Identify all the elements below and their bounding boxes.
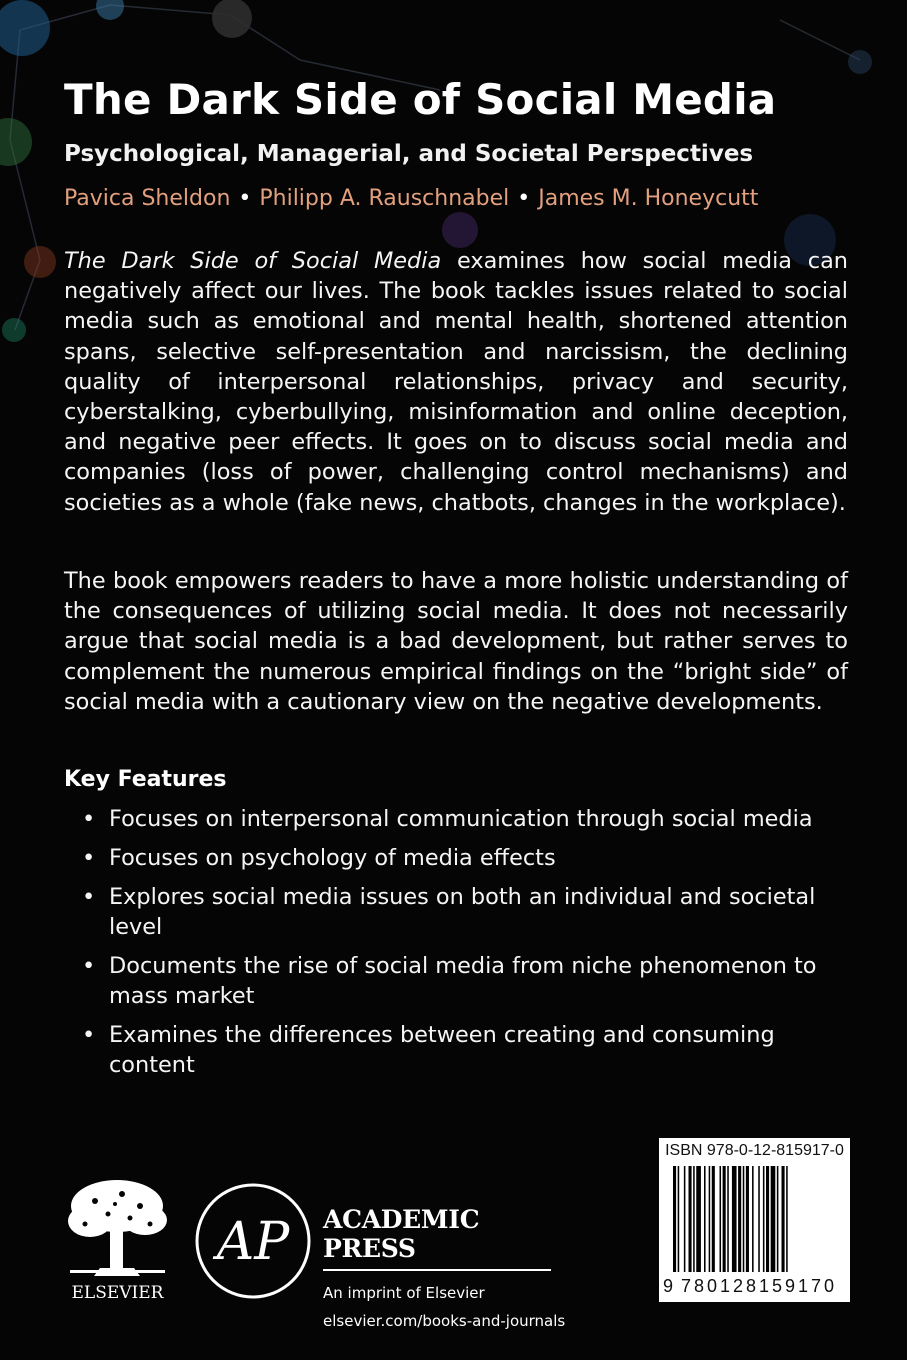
author-name: Philipp A. Rauschnabel: [259, 186, 510, 211]
book-title-italic: The Dark Side of Social Media: [64, 248, 442, 274]
imprint-line: An imprint of Elsevier: [323, 1284, 485, 1302]
elsevier-wordmark: ELSEVIER: [71, 1283, 164, 1303]
key-feature-item: [64, 804, 824, 834]
bullet-icon: •: [82, 845, 96, 871]
author-name: James M. Honeycutt: [538, 186, 759, 211]
author-name: Pavica Sheldon: [64, 186, 231, 211]
description-paragraph-1: [64, 246, 848, 518]
key-features-list: [64, 804, 824, 1089]
network-node: [0, 118, 32, 166]
key-feature-text: Examines the differences between creating and consuming content: [109, 1022, 775, 1078]
network-node: [848, 50, 872, 74]
bullet-icon: •: [82, 884, 96, 910]
key-feature-text: Explores social media issues on both an individual and societal level: [109, 884, 816, 940]
academic-press-name: ACADEMIC PRESS: [323, 1205, 551, 1271]
network-node: [212, 0, 252, 38]
academic-press-monogram-icon: [193, 1181, 313, 1301]
author-separator: •: [238, 186, 252, 211]
key-feature-item: [64, 1020, 824, 1080]
key-feature-item: [64, 882, 824, 942]
author-list: [64, 182, 864, 216]
description-paragraph-1-text: examines how social media can negatively affect our lives. The book tackles issues related to social media such as emotional and mental health, shortened attention spans, selective self-presentation and narcissism, the declining quality of interpersonal relationships, privacy and security, cyberstalking, cyberbullying, misinformation and online deception, and negative peer effects. It goes on to discuss social media and companies (loss of power, challenging control mechanisms) and societies as a whole (fake news, chatbots, changes in the workplace).: [64, 248, 848, 516]
network-node: [0, 0, 50, 56]
description-paragraph-2: The book empowers readers to have a more holistic understanding of the consequences of utilizing social media. It does not necessarily argue that social media is a bad development, but rather serves to complement the numerous empirical findings on the “bright side” of social media with a cautionary view on the negative developments.: [64, 568, 848, 715]
barcode-digits-left: 780128: [681, 1276, 760, 1296]
key-feature-item: [64, 843, 824, 873]
academic-press-block: [323, 1205, 603, 1331]
bullet-icon: •: [82, 953, 96, 979]
isbn-barcode: [659, 1138, 850, 1302]
key-feature-text: Documents the rise of social media from niche phenomenon to mass market: [109, 953, 817, 1009]
barcode-bars-icon: [671, 1166, 839, 1274]
book-title: The Dark Side of Social Media: [64, 75, 777, 124]
book-subtitle: Psychological, Managerial, and Societal Perspectives: [64, 141, 754, 167]
isbn-label: ISBN 978-0-12-815917-0: [665, 1142, 844, 1159]
barcode-digits-right: 159170: [759, 1276, 838, 1296]
elsevier-tree-logo-icon: [60, 1176, 175, 1304]
ap-monogram-letters: AP: [216, 1212, 290, 1272]
network-node: [96, 0, 124, 20]
key-features-heading: Key Features: [64, 767, 227, 792]
network-node: [24, 246, 56, 278]
publisher-url: elsevier.com/books-and-journals: [323, 1312, 566, 1330]
author-separator: •: [517, 186, 531, 211]
network-node: [442, 212, 478, 248]
key-feature-item: [64, 951, 824, 1011]
bullet-icon: •: [82, 806, 96, 832]
barcode-digit-first: 9: [663, 1276, 674, 1296]
key-feature-text: Focuses on psychology of media effects: [109, 845, 556, 871]
bullet-icon: •: [82, 1022, 96, 1048]
key-feature-text: Focuses on interpersonal communication through social media: [109, 806, 813, 832]
network-node: [2, 318, 26, 342]
